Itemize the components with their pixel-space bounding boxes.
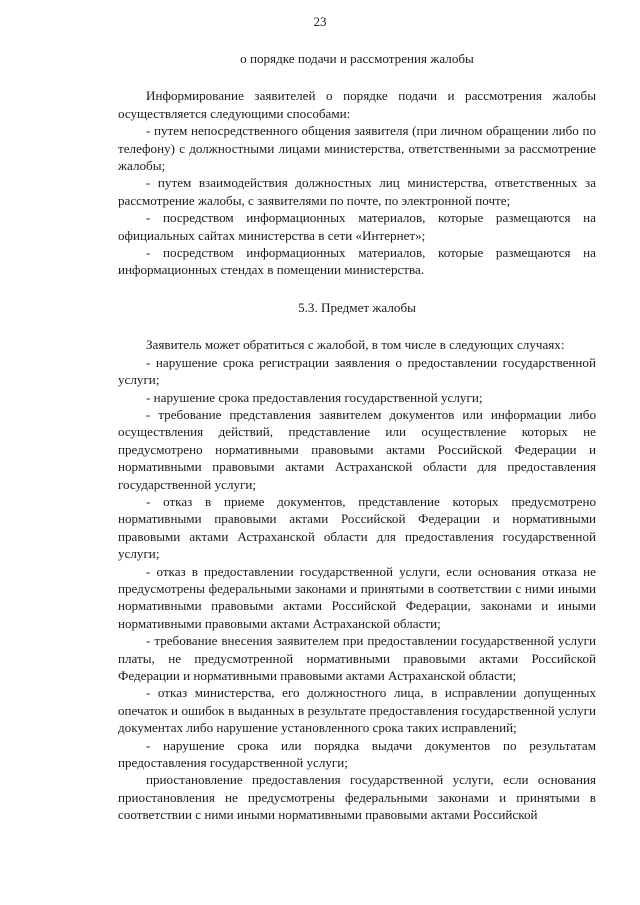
informing-item: - посредством информационных материалов, которые размещаются на официальных сайтах министерства в сети «Интернет»; <box>118 210 596 243</box>
intro-title: о порядке подачи и рассмотрения жалобы <box>240 51 474 66</box>
informing-item: - путем непосредственного общения заявителя (при личном обращении либо по телефону) с должностными лицами министерства, ответственными за рассмотрение жалобы; <box>118 123 596 174</box>
informing-item: - путем взаимодействия должностных лиц министерства, ответственных за рассмотрение жалобы, с заявителями по почте, по электронной почте; <box>118 175 596 208</box>
page-content <box>118 50 596 824</box>
complaint-case-item: - нарушение срока или порядка выдачи документов по результатам предоставления государственной услуги; <box>118 737 596 771</box>
informing-item: - посредством информационных материалов, которые размещаются на информационных стендах в помещении министерства. <box>118 245 596 278</box>
section-title: 5.3. Предмет жалобы <box>298 299 416 315</box>
complaint-case-item: - отказ в приеме документов, представление которых предусмотрено нормативными правовыми актами Российской Федерации и нормативными правовыми актами Астраханской области для предоставления государственной услуги; <box>118 493 596 562</box>
page-number: 23 <box>313 14 327 29</box>
complaint-case-item: - отказ в предоставлении государственной услуги, если основания отказа не предусмотрены федеральными законами и принятыми в соответствии с ними иными нормативными правовыми актами Российской Федерации, законами и иными нормативными правовыми актами Астраханской области; <box>118 563 596 631</box>
complaint-case-item: - отказ министерства, его должностного лица, в исправлении допущенных опечаток и ошибок в выданных в результате предоставления государственной услуги документах либо нарушение установленного срока таких исправлений; <box>118 685 596 736</box>
complaint-case-item: - нарушение срока регистрации заявления о предоставлении государственной услуги; <box>118 354 596 388</box>
complaint-case-item: - требование внесения заявителем при предоставлении государственной услуги платы, не предусмотренной нормативными правовыми актами Российской Федерации и нормативными правовыми актами Астраханской области; <box>118 633 596 683</box>
informing-lead: Информирование заявителей о порядке подачи и рассмотрения жалобы осуществляется следующими способами: <box>118 88 596 121</box>
complaint-case-item: - нарушение срока предоставления государственной услуги; <box>146 389 483 405</box>
section-lead: Заявитель может обратиться с жалобой, в том числе в следующих случаях: <box>146 337 565 353</box>
complaint-case-item: приостановление предоставления государственной услуги, если основания приостановления не предусмотрены федеральными законами и принятыми в соответствии с ними иными нормативными правовыми актами Российской <box>118 772 596 823</box>
complaint-case-item: - требование представления заявителем документов или информации либо осуществления действий, представление или осуществление которых не предусмотрено нормативными правовыми актами Российской Федерации и нормативными правовыми актами Астраханской области для предоставления государственной услуги; <box>118 406 596 492</box>
